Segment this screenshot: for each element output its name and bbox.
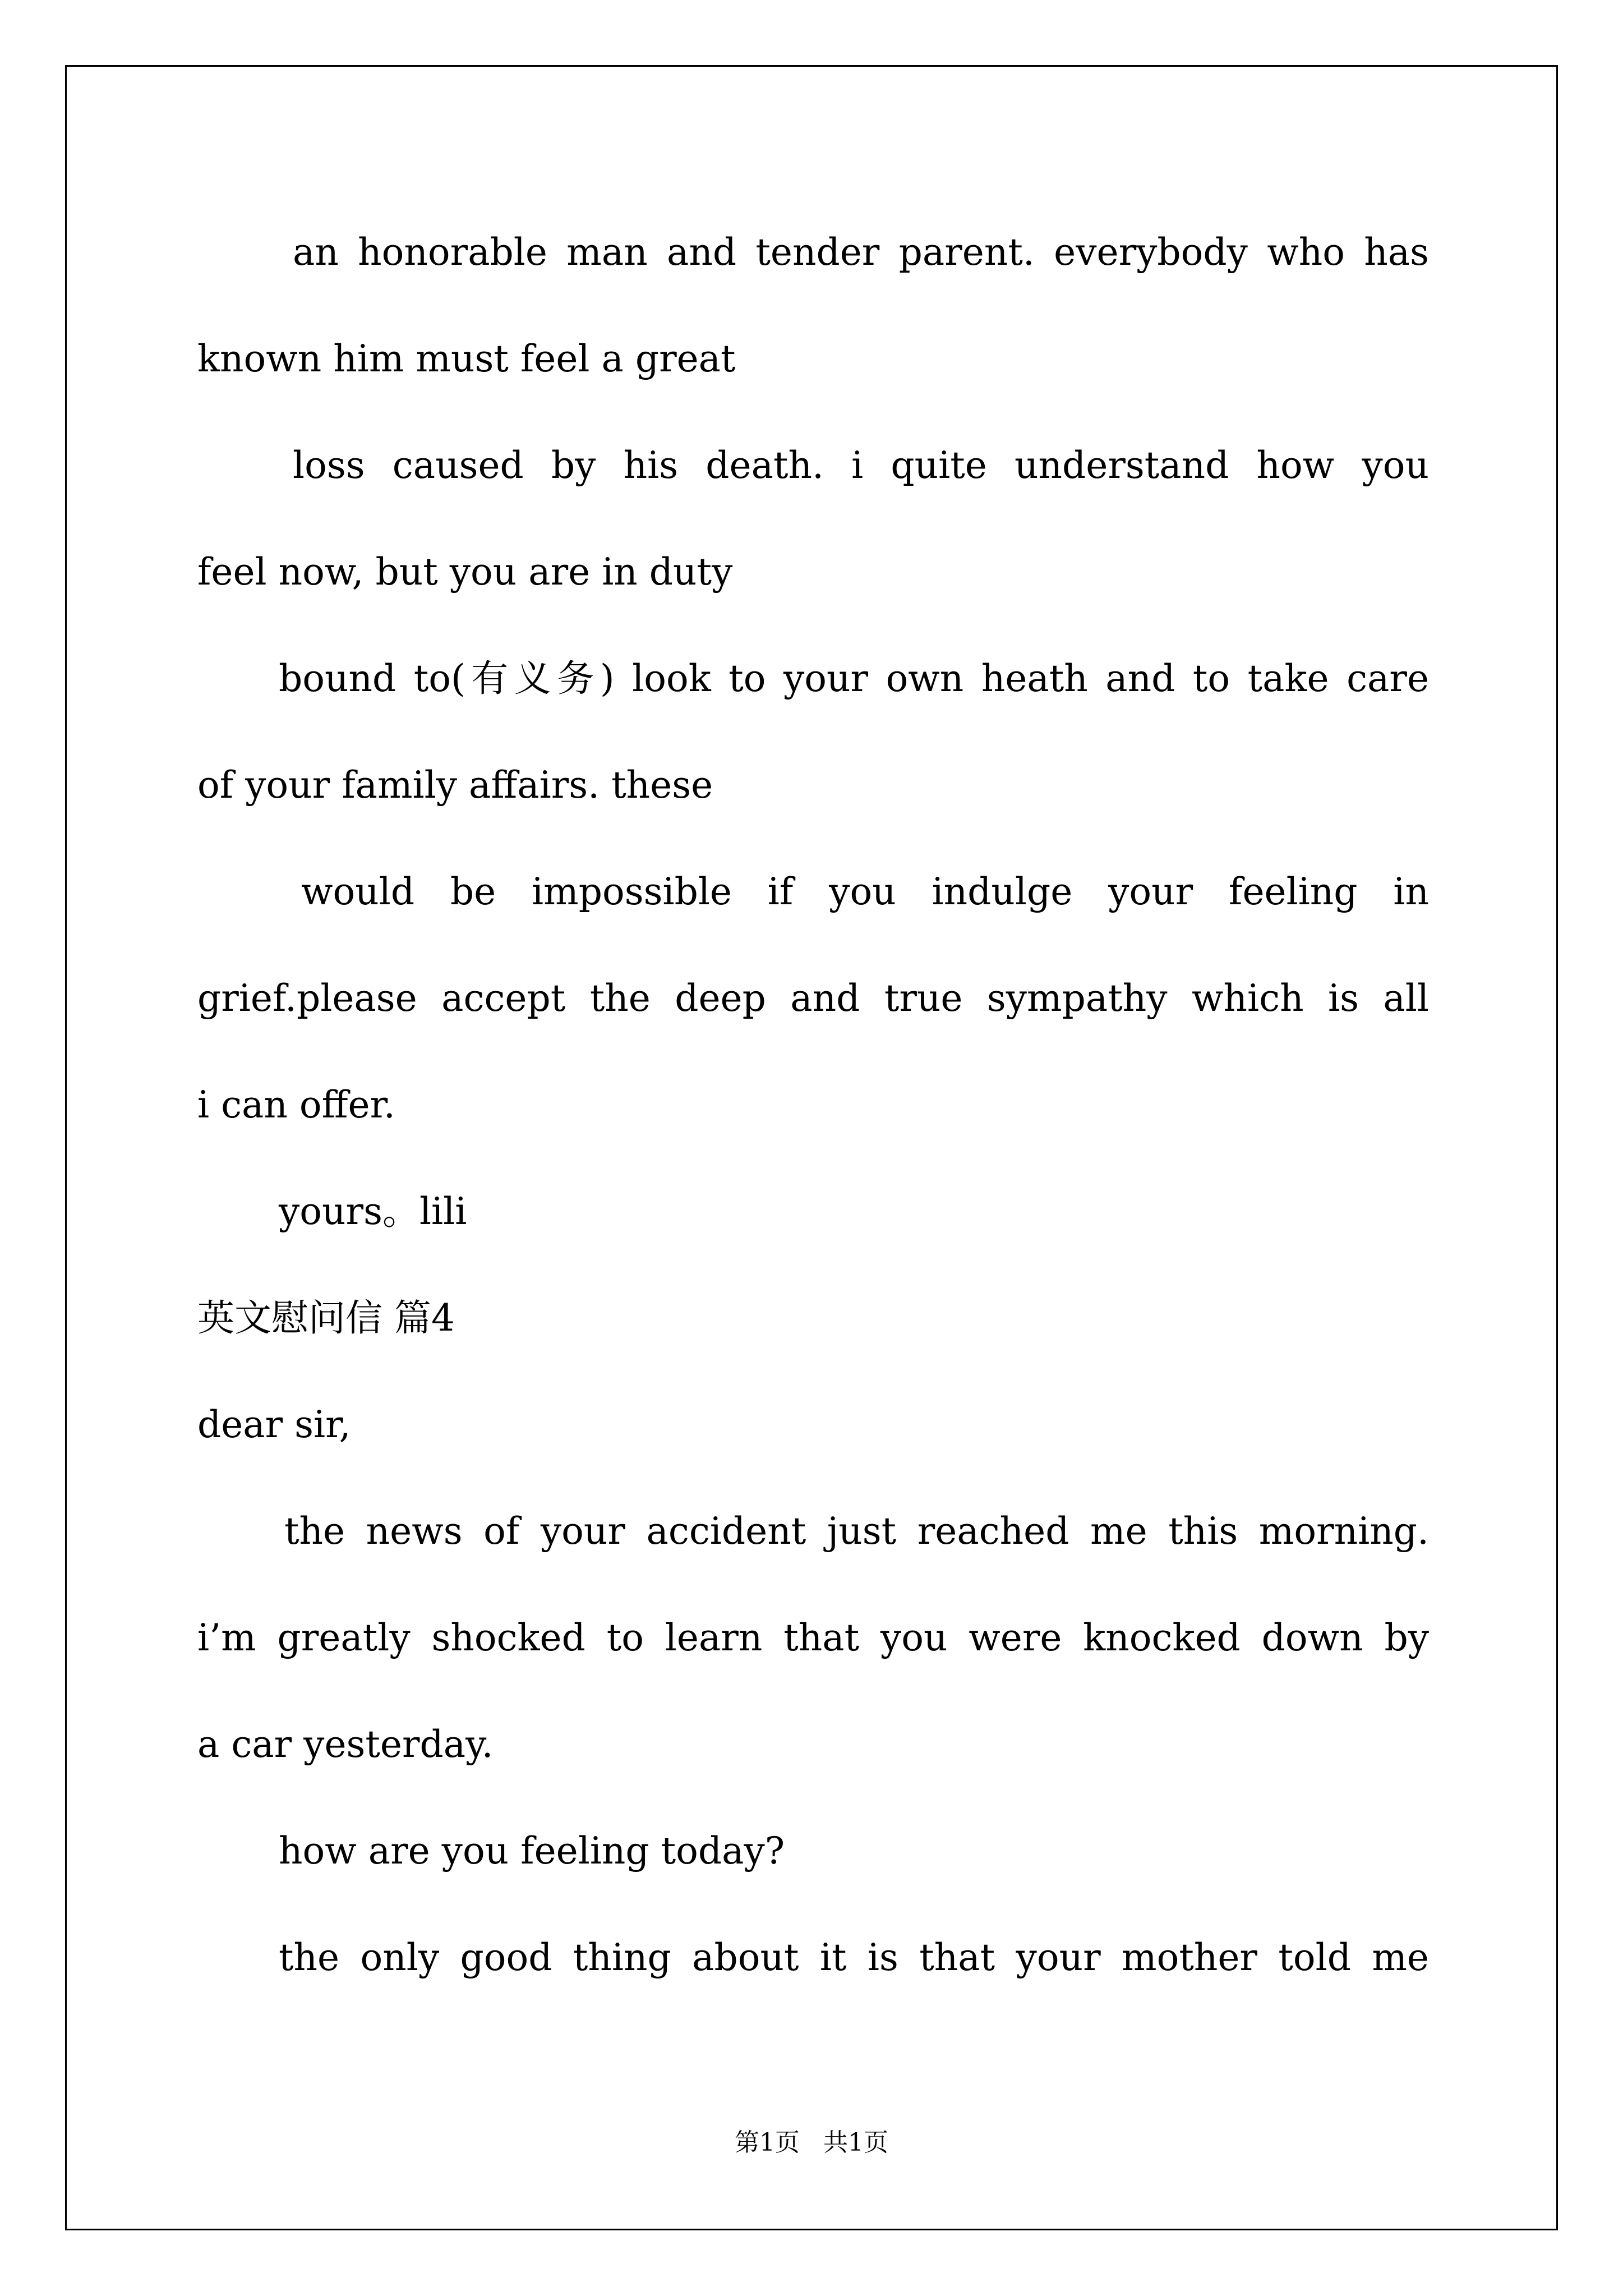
text-line: an honorable man and tender parent. everybody who has: [293, 231, 1429, 274]
page-number-footer: 第1页 共1页: [735, 2128, 888, 2157]
text-line: would be impossible if you indulge your feeling in: [301, 870, 1429, 913]
page-border: [65, 65, 1558, 2230]
text-line: i can offer.: [197, 1083, 395, 1126]
text-line: a car yesterday.: [197, 1723, 494, 1766]
text-line: the news of your accident just reached me this morning.: [284, 1510, 1429, 1553]
section-heading: 英文慰问信 篇4: [197, 1296, 455, 1340]
text-line: bound to(有义务) look to your own heath and to take care: [279, 657, 1429, 700]
text-line: grief.please accept the deep and true sympathy which is all: [197, 977, 1429, 1020]
text-line: i’m greatly shocked to learn that you were knocked down by: [197, 1616, 1429, 1659]
text-line: known him must feel a great: [197, 337, 736, 380]
text-line: the only good thing about it is that your mother told me: [279, 1936, 1429, 1979]
text-line: loss caused by his death. i quite understand how you: [293, 444, 1429, 487]
text-line: how are you feeling today?: [279, 1829, 785, 1872]
salutation: dear sir,: [197, 1403, 351, 1446]
text-line: of your family affairs. these: [197, 763, 713, 807]
signature-line: yours。lili: [279, 1190, 467, 1233]
text-line: feel now, but you are in duty: [197, 550, 733, 593]
